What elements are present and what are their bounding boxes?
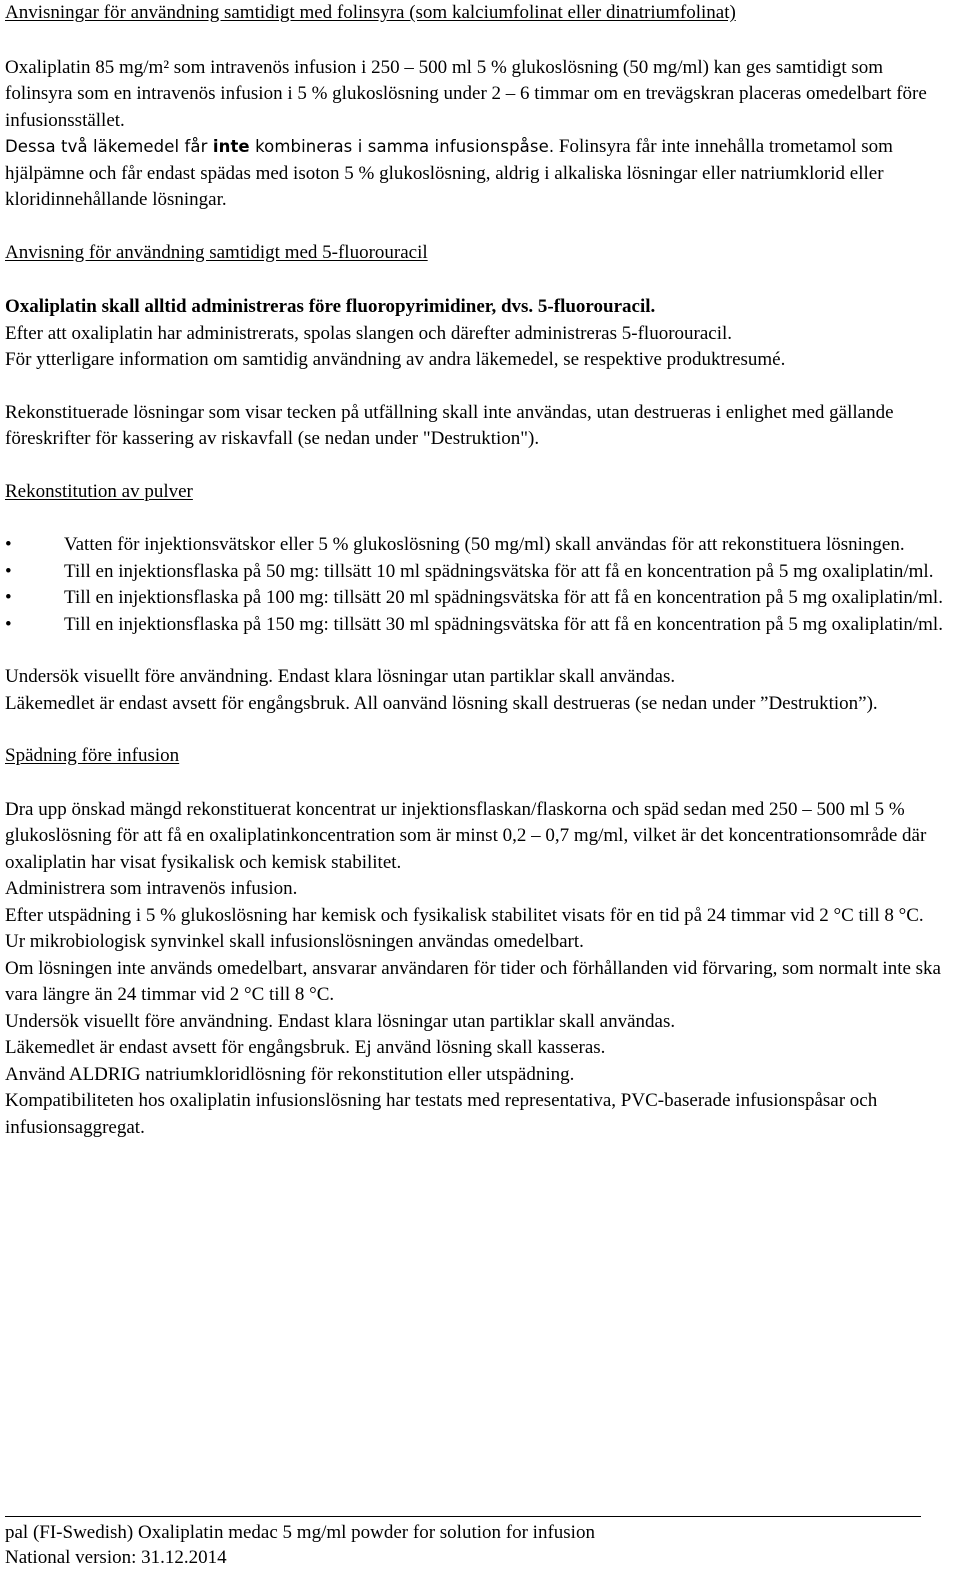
dilution-line: Läkemedlet är endast avsett för engångsbruk. Ej använd lösning skall kasseras.: [5, 1037, 606, 1058]
dilution-line: Använd ALDRIG natriumkloridlösning för rekonstitution eller utspädning.: [5, 1063, 575, 1085]
list-item-text: Till en injektionsflaska på 150 mg: tillsätt 30 ml spädningsvätska för att få en koncentration på 5 mg oxaliplatin/ml.: [64, 613, 943, 635]
document-page: [5, 0, 955, 1141]
heading-folinic: Anvisningar för användning samtidigt med folinsyra (som kalciumfolinat eller dinatriumfolinat): [5, 2, 736, 23]
fluorouracil-bold-line: Oxaliplatin skall alltid administreras före fluoropyrimidiner, dvs. 5-fluorouracil.: [5, 296, 656, 317]
dilution-line: Administrera som intravenös infusion.: [5, 878, 298, 899]
list-item-text: Vatten för injektionsvätskor eller 5 % glukoslösning (50 mg/ml) skall användas för att rekonstituera lösningen.: [64, 534, 905, 555]
dilution-line: Om lösningen inte används omedelbart, ansvarar användaren för tider och förhållanden vid förvaring, som normalt inte ska vara längre än 24 timmar vid 2 °C till 8 °C.: [5, 957, 941, 1005]
heading-dilution: Spädning före infusion: [5, 745, 180, 766]
list-item-text: Till en injektionsflaska på 50 mg: tillsätt 10 ml spädningsvätska för att få en koncentration på 5 mg oxaliplatin/ml.: [64, 560, 934, 582]
bullet-icon: •: [5, 613, 12, 635]
folinic-paragraph-2-text: Folinsyra får inte innehålla trometamol som hjälpämne och får endast spädas med isoton 5 % glukoslösning, aldrig i alkaliska lösningar eller natriumklorid eller kloridinnehållande lösningar.: [5, 136, 893, 210]
heading-reconstitution: Rekonstitution av pulver: [5, 480, 193, 502]
dilution-line: Kompatibiliteten hos oxaliplatin infusionslösning har testats med representativa, PVC-baserade infusionspåsar och infusionsaggregat.: [5, 1090, 878, 1138]
reconstitution-list: [5, 532, 955, 638]
list-item: [5, 612, 955, 639]
dilution-line: Dra upp önskad mängd rekonstituerat koncentrat ur injektionsflaskan/flaskorna och späd sedan med 250 – 500 ml 5 % glukoslösning för att få en oxaliplatinkoncentration som är minst 0,2 – 0,7 mg/ml, vilket är det koncentrationsområde där oxaliplatin har visat fysikalisk och kemisk stabilitet.: [5, 798, 927, 873]
reconstitution-after-1: Undersök visuellt före användning. Endast klara lösningar utan partiklar skall användas.: [5, 666, 676, 687]
heading-fluorouracil: Anvisning för användning samtidigt med 5-fluorouracil: [5, 241, 428, 263]
dilution-line: Ur mikrobiologisk synvinkel skall infusionslösningen användas omedelbart.: [5, 931, 584, 952]
dilution-line: Undersök visuellt före användning. Endast klara lösningar utan partiklar skall användas.: [5, 1010, 676, 1032]
list-item: [5, 585, 955, 612]
folinic-warning-part-a: Dessa två läkemedel får: [5, 137, 213, 156]
footer-version-line: National version: 31.12.2014: [5, 1546, 227, 1568]
folinic-paragraph-1: Oxaliplatin 85 mg/m² som intravenös infusion i 250 – 500 ml 5 % glukoslösning (50 mg/ml) kan ges samtidigt som folinsyra som en intravenös infusion i 5 % glukoslösning under 2 – 6 timmar om en trevägskran placeras omedelbart före infusionsstället.: [5, 56, 927, 131]
fluorouracil-line-3: För ytterligare information om samtidig användning av andra läkemedel, se respektive produktresumé.: [5, 349, 786, 370]
page-footer: [5, 1521, 595, 1570]
folinic-paragraph-2: [5, 134, 955, 214]
fluorouracil-line-2: Efter att oxaliplatin har administrerats, spolas slangen och därefter administreras 5-fluorouracil.: [5, 322, 733, 344]
bullet-icon: •: [5, 534, 12, 555]
list-item: [5, 532, 955, 559]
list-item: [5, 559, 955, 586]
reconstitution-after-2: Läkemedlet är endast avsett för engångsbruk. All oanvänd lösning skall destrueras (se nedan under ”Destruktion”).: [5, 692, 878, 714]
dilution-line: Efter utspädning i 5 % glukoslösning har kemisk och fysikalisk stabilitet visats för en tid på 24 timmar vid 2 °C till 8 °C.: [5, 904, 924, 926]
folinic-warning-inte: inte: [212, 137, 250, 156]
footer-divider: [5, 1516, 921, 1517]
folinic-warning-part-c: kombineras i samma infusionspåse.: [249, 137, 555, 156]
precipitation-paragraph: Rekonstituerade lösningar som visar tecken på utfällning skall inte användas, utan destrueras i enlighet med gällande föreskrifter för kassering av riskavfall (se nedan under "Destruktion").: [5, 401, 894, 449]
bullet-icon: •: [5, 587, 12, 608]
footer-product-line: pal (FI-Swedish) Oxaliplatin medac 5 mg/ml powder for solution for infusion: [5, 1522, 595, 1543]
list-item-text: Till en injektionsflaska på 100 mg: tillsätt 20 ml spädningsvätska för att få en koncentration på 5 mg oxaliplatin/ml.: [64, 587, 943, 608]
bullet-icon: •: [5, 560, 12, 582]
